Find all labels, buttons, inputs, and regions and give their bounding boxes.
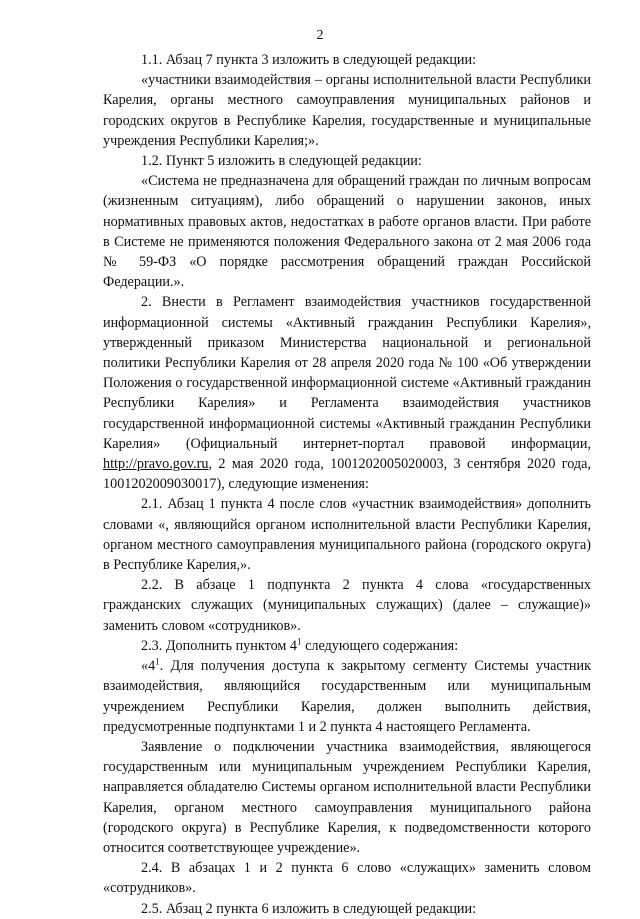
paragraph-application: Заявление о подключении участника взаимодействия, являющегося государственным или муниципальным учреждением Республики Карелия, направляется обладателю Системы органом исполнительной власти Республики Карелия, органом местного самоуправления муниципального района (городского округа) в Республике Карелия, к подведомственности которого относится соответствующее учреждение». — [103, 738, 591, 856]
paragraph-2-3-text-end: следующего содержания: — [301, 637, 459, 654]
paragraph-2-text: 2. Внести в Регламент взаимодействия участников государственной информационной системы «Активный гражданин Республики Карелия», утвержденный приказом Министерства национальной и региональной политики Республики Карелия от 28 апреля 2020 года № 100 «Об утверждении Положения о государственной информационной системе «Активный гражданин Республики Карелия» и Регламента взаимодействия участников государственной информационной системы «Активный гражданин Республики Карелия» (Официальный интернет-портал правовой информации, — [103, 294, 591, 452]
paragraph-2-2: 2.2. В абзаце 1 подпункта 2 пункта 4 слова «государственных гражданских служащих (муниципальных служащих) (далее – служащие)» заменить словом «сотрудников». — [103, 577, 591, 634]
page-number: 2 — [316, 28, 324, 43]
document-body — [103, 50, 591, 919]
paragraph-4-1-text: . Для получения доступа к закрытому сегменту Системы участник взаимодействия, являющийся государственным или муниципальным учреждением Республики Карелия, должен выполнить действия, предусмотренные подпунктами 1 и 2 пункта 4 настоящего Регламента. — [103, 658, 591, 735]
paragraph-2-text-end: , 2 мая 2020 года, 1001202005020003, 3 сентября 2020 года, 1001202009030017), следующие изменения: — [103, 456, 591, 493]
paragraph-2 — [103, 292, 591, 494]
paragraph-2-5: 2.5. Абзац 2 пункта 6 изложить в следующей редакции: — [141, 900, 477, 917]
pravo-link[interactable]: http://pravo.gov.ru — [103, 456, 209, 473]
paragraph-1-2: 1.2. Пункт 5 изложить в следующей редакции: — [141, 153, 422, 170]
superscript: 1 — [155, 656, 160, 667]
paragraph-1-1: 1.1. Абзац 7 пункта 3 изложить в следующей редакции: — [141, 52, 477, 68]
paragraph-4-1-start: «4 — [141, 658, 156, 675]
paragraph-system: «Система не предназначена для обращений граждан по личным вопросам (жизненным ситуациям), либо обращений о нарушении законов, иных нормативных правовых актов, недостатках в работе органов власти. При работе в Системе не применяются положения Федерального закона от 2 мая 2006 года № 59-ФЗ «О порядке рассмотрения обращений граждан Российской Федерации.». — [103, 173, 591, 291]
paragraph-2-4: 2.4. В абзацах 1 и 2 пункта 6 слово «служащих» заменить словом «сотрудников». — [103, 860, 591, 897]
paragraph-2-3 — [103, 636, 591, 656]
superscript: 1 — [297, 636, 302, 647]
paragraph-2-3-text: 2.3. Дополнить пунктом 4 — [141, 637, 298, 654]
paragraph-4-1 — [103, 656, 591, 737]
paragraph-2-1: 2.1. Абзац 1 пункта 4 после слов «участник взаимодействия» дополнить словами «, являющийся органом исполнительной власти Республики Карелия, органом местного самоуправления муниципального района (городского округа) в Республике Карелия,». — [103, 496, 591, 574]
paragraph-participants: «участники взаимодействия – органы исполнительной власти Республики Карелия, органы местного самоуправления муниципальных районов и городских округов в Республике Карелия, государственные и муниципальные учреждения Республики Карелия;». — [103, 72, 591, 149]
